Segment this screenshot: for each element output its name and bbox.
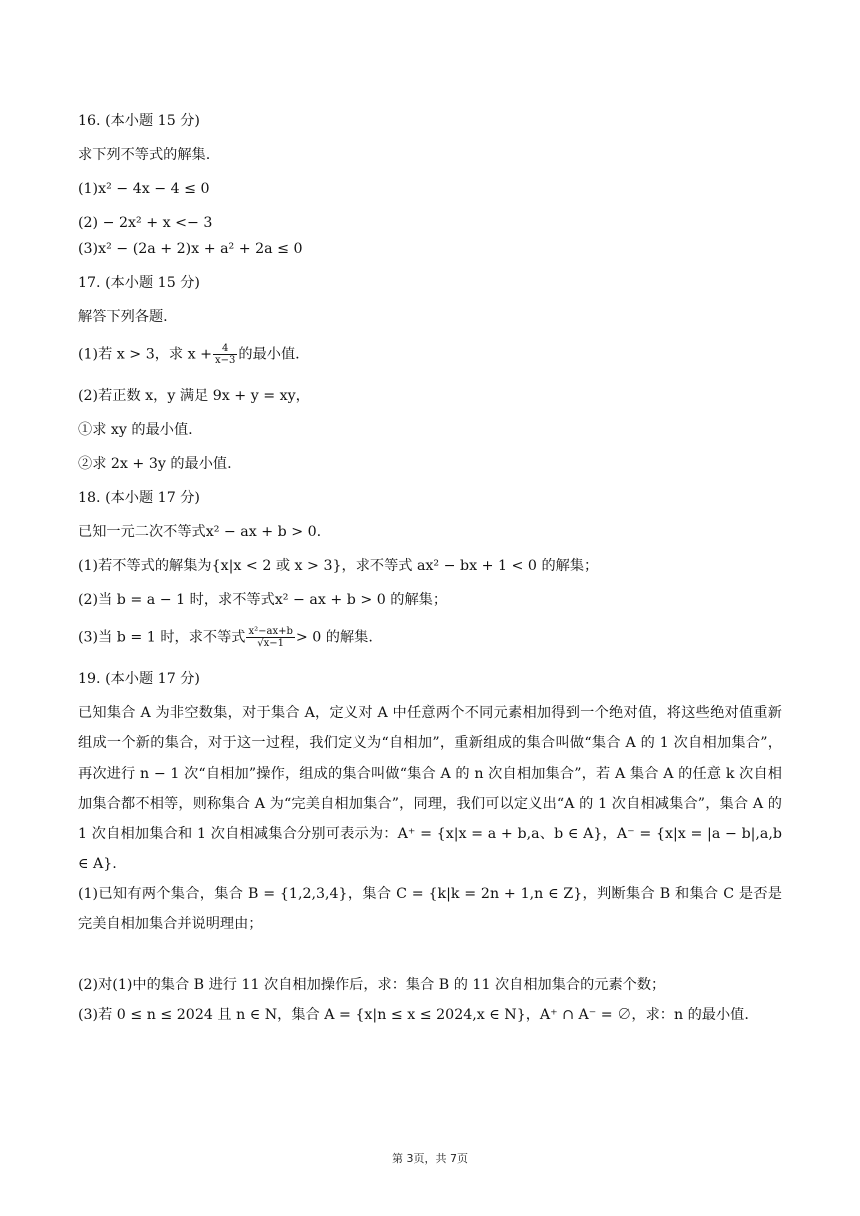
problem-18-item-2: (2)当 b = a − 1 时，求不等式x² − ax + b > 0 的解集； (78, 592, 448, 608)
problem-18-item-3-text-b: > 0 的解集. (295, 629, 373, 646)
problem-17-item-2-sub-2: ②求 2x + 3y 的最小值. (78, 456, 232, 472)
fraction-numerator: x²−ax+b (248, 626, 293, 637)
fraction-numerator: 4 (213, 343, 237, 355)
fraction-denominator: √x−1 (257, 638, 285, 649)
problem-16-prompt: 求下列不等式的解集. (78, 147, 211, 163)
fraction-denominator: x−3 (215, 355, 236, 366)
problem-16-item-2: (2) − 2x² + x <− 3 (78, 215, 213, 231)
problem-16-item-3: (3)x² − (2a + 2)x + a² + 2a ≤ 0 (78, 241, 303, 257)
problem-17-item-2-sub-1: ①求 xy 的最小值. (78, 422, 193, 438)
problem-17-header: 17. (本小题 15 分) (78, 275, 200, 291)
problem-18-item-3 (78, 626, 373, 649)
problem-19-item-1: (1)已知有两个集合，集合 B = {1,2,3,4}，集合 C = {k|k = 2n + 1,n ∈ Z}，判断集合 B 和集合 C 是否是完美自相加集合并说明理由； (78, 886, 782, 933)
fraction (213, 343, 237, 366)
page-footer: 第 3页，共 7页 (392, 1152, 468, 1165)
problem-19-intro: 已知集合 A 为非空数集，对于集合 A，定义对 A 中任意两个不同元素相加得到一个绝对值，将这些绝对值重新组成一个新的集合，对于这一过程，我们定义为“自相加”，重新组成的集合叫做“集合 A 的 1 次自相加集合”，再次进行 n − 1 次“自相加”操作，组成的集合叫做“集合 A 的 n 次自相加集合”，若 A 集合 A 的任意 k 次自相加集合都不相等，则称集合 A 为“完美自相加集合”，同理，我们可以定义出“A 的 1 次自相减集合”，集合 A 的 1 次自相加集合和 1 次自相减集合分别可表示为：A⁺ = {x|x = a + b,a、b ∈ A}，A⁻ = {x|x = |a − b|,a,b ∈ A}. (78, 705, 782, 873)
problem-18-item-1: (1)若不等式的解集为{x|x < 2 或 x > 3}，求不等式 ax² − bx + 1 < 0 的解集； (78, 558, 599, 574)
problem-17-item-2: (2)若正数 x，y 满足 9x + y = xy， (78, 388, 310, 404)
problem-18-item-3-text-a: (3)当 b = 1 时，求不等式 (78, 629, 246, 646)
problem-17-item-1-text-b: 的最小值. (238, 346, 300, 363)
problem-17-item-1 (78, 343, 300, 366)
fraction (246, 626, 294, 649)
problem-19-item-2: (2)对(1)中的集合 B 进行 11 次自相加操作后，求：集合 B 的 11 次自相加集合的元素个数； (78, 977, 666, 993)
problem-17-prompt: 解答下列各题. (78, 309, 168, 325)
problem-18-header: 18. (本小题 17 分) (78, 490, 200, 506)
problem-19-item-3: (3)若 0 ≤ n ≤ 2024 且 n ∈ N，集合 A = {x|n ≤ x ≤ 2024,x ∈ N}，A⁺ ∩ A⁻ = ∅，求：n 的最小值. (78, 1007, 749, 1023)
problem-18-prompt: 已知一元二次不等式x² − ax + b > 0. (78, 524, 322, 540)
problem-16-header: 16. (本小题 15 分) (78, 113, 200, 129)
problem-17-item-1-text-a: (1)若 x > 3，求 x + (78, 346, 213, 363)
problem-19-header: 19. (本小题 17 分) (78, 671, 200, 687)
problem-16-item-1: (1)x² − 4x − 4 ≤ 0 (78, 181, 210, 197)
